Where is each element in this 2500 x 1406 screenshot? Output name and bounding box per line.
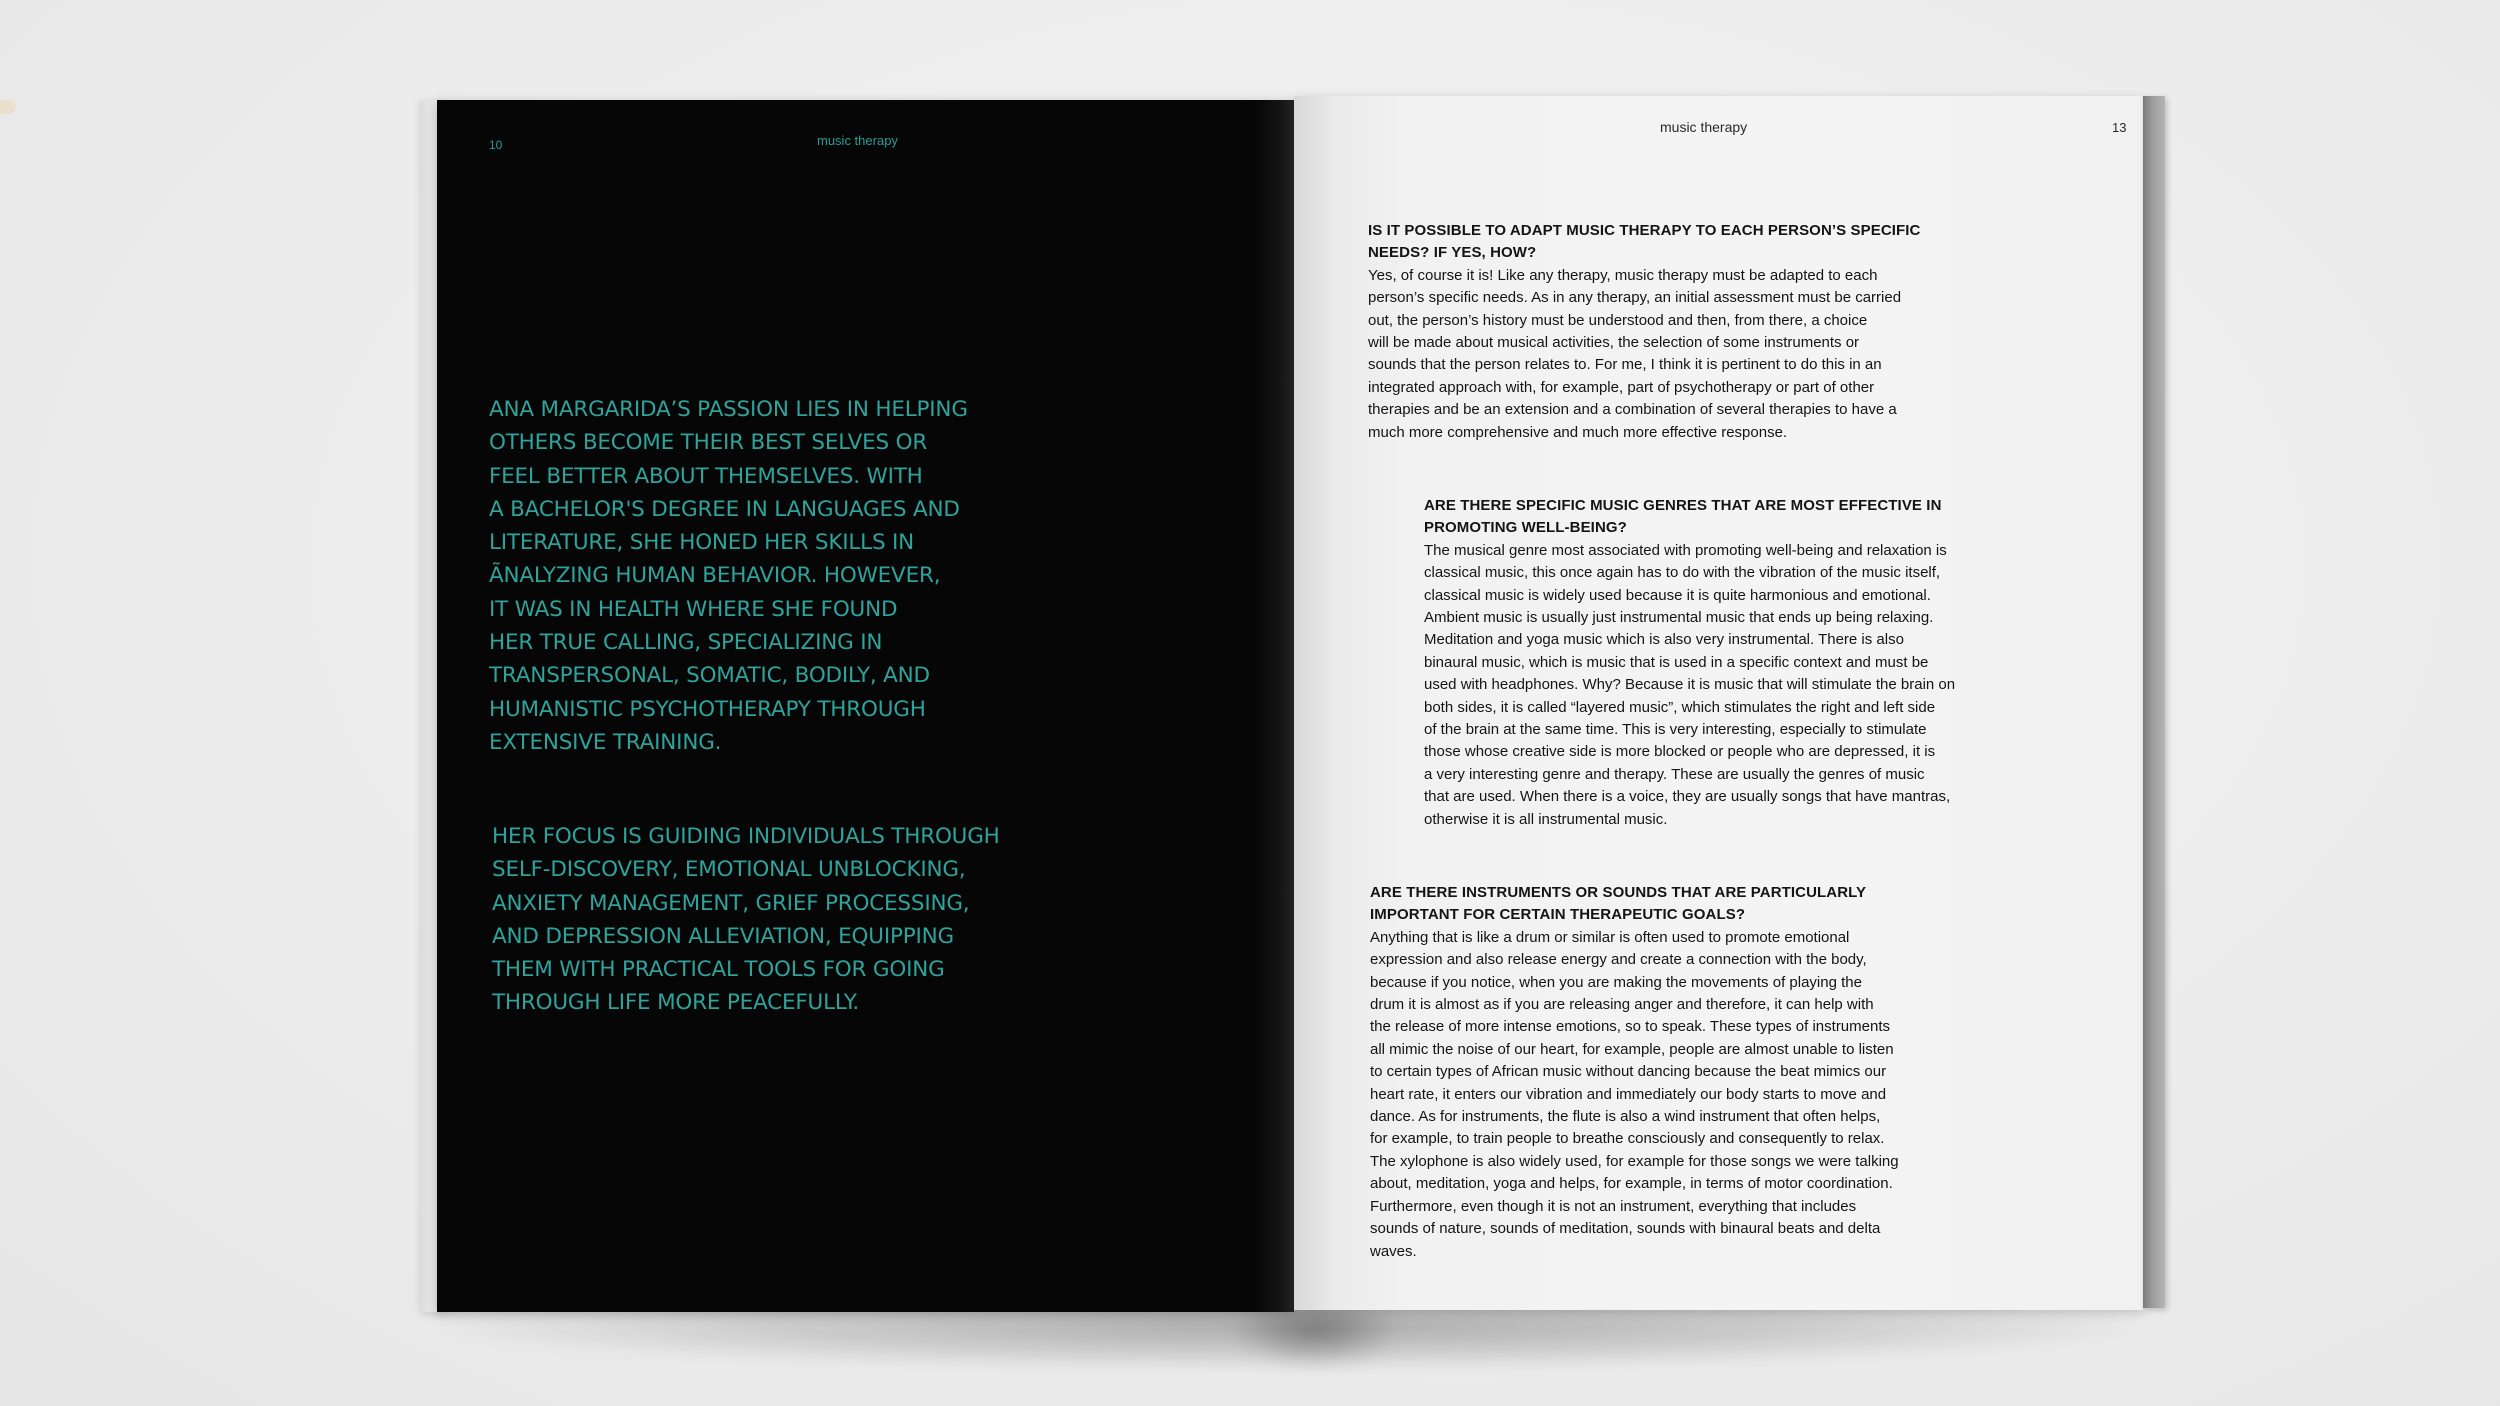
answer-line: that are used. When there is a voice, they are usually songs that have mantras, [1424, 788, 1951, 806]
question-line: PROMOTING WELL-BEING? [1424, 519, 1627, 537]
text-line: HUMANISTIC PSYCHOTHERAPY THROUGH [489, 696, 926, 722]
answer-line: Anything that is like a drum or similar is often used to promote emotional [1370, 928, 1850, 946]
right-page-edge [2143, 96, 2165, 1308]
bio-paragraph-1 [489, 393, 968, 759]
corner-mark [0, 100, 16, 114]
answer-line: much more comprehensive and much more effective response. [1368, 423, 1788, 441]
answer-line: those whose creative side is more blocked or people who are depressed, it is [1424, 743, 1936, 761]
answer-line: because if you notice, when you are making the movements of playing the [1370, 973, 1862, 991]
qa-section-1 [1368, 220, 1921, 444]
left-gutter-shading [1254, 100, 1294, 1312]
answer-line: person’s specific needs. As in any therapy, an initial assessment must be carried [1368, 289, 1902, 307]
text-line: TRANSPERSONAL, SOMATIC, BODILY, AND [489, 663, 930, 689]
left-page [437, 100, 1294, 1312]
answer-line: classical music, this once again has to do with the vibration of the music itself, [1424, 564, 1941, 582]
answer-line: all mimic the noise of our heart, for example, people are almost unable to listen [1370, 1040, 1894, 1058]
answer-line: of the brain at the same time. This is very interesting, especially to stimulate [1424, 721, 1927, 739]
answer-line: a very interesting genre and therapy. These are usually the genres of music [1424, 765, 1925, 783]
answer-line: The musical genre most associated with promoting well-being and relaxation is [1424, 541, 1947, 559]
text-line: HER TRUE CALLING, SPECIALIZING IN [489, 630, 883, 656]
question-line: ARE THERE INSTRUMENTS OR SOUNDS THAT ARE PARTICULARLY [1370, 884, 1867, 901]
answer-line: Ambient music is usually just instrumental music that ends up being relaxing. [1424, 609, 1934, 627]
right-page [1294, 96, 2143, 1310]
answer-line: classical music is widely used because it is quite harmonious and emotional. [1424, 586, 1931, 604]
answer-line: binaural music, which is music that is used in a specific context and must be [1424, 653, 1929, 671]
text-line: IT WAS IN HEALTH WHERE SHE FOUND [489, 596, 898, 622]
answer-line: integrated approach with, for example, part of psychotherapy or part of other [1368, 378, 1875, 396]
answer-line: the release of more intense emotions, so to speak. These types of instruments [1370, 1018, 1890, 1036]
answer-line: Meditation and yoga music which is also very instrumental. There is also [1424, 631, 1904, 649]
text-line: EXTENSIVE TRAINING. [489, 729, 722, 755]
answer-line: therapies and be an extension and a combination of several therapies to have a [1368, 401, 1897, 419]
question-line: IMPORTANT FOR CERTAIN THERAPEUTIC GOALS? [1370, 906, 1746, 924]
answer-line: for example, to train people to breathe consciously and consequently to relax. [1370, 1130, 1885, 1148]
text-line: HER FOCUS IS GUIDING INDIVIDUALS THROUGH [492, 824, 1000, 849]
text-line: A BACHELOR'S DEGREE IN LANGUAGES AND [489, 496, 960, 522]
question-line: IS IT POSSIBLE TO ADAPT MUSIC THERAPY TO EACH PERSON’S SPECIFIC [1368, 222, 1921, 239]
right-running-head: music therapy [1660, 119, 1748, 135]
answer-line: sounds that the person relates to. For me, I think it is pertinent to do this in an [1368, 356, 1882, 374]
answer-line: Furthermore, even though it is not an instrument, everything that includes [1370, 1197, 1857, 1215]
answer-line: otherwise it is all instrumental music. [1424, 810, 1668, 828]
answer-line: dance. As for instruments, the flute is also a wind instrument that often helps, [1370, 1108, 1881, 1126]
qa-section-2 [1424, 495, 1955, 831]
answer-line: drum it is almost as if you are releasing anger and therefore, it can help with [1370, 996, 1874, 1014]
answer-line: expression and also release energy and create a connection with the body, [1370, 951, 1867, 969]
text-line: SELF-DISCOVERY, EMOTIONAL UNBLOCKING, [492, 857, 966, 883]
question-line: NEEDS? IF YES, HOW? [1368, 244, 1537, 262]
text-line: LITERATURE, SHE HONED HER SKILLS IN [489, 530, 915, 556]
answer-line: Yes, of course it is! Like any therapy, music therapy must be adapted to each [1368, 266, 1878, 284]
answer-line: to certain types of African music without dancing because the beat mimics our [1370, 1063, 1887, 1081]
answer-line: will be made about musical activities, the selection of some instruments or [1368, 334, 1860, 352]
answer-line: The xylophone is also widely used, for example for those songs we were talking [1370, 1152, 1899, 1170]
left-page-number: 10 [489, 138, 503, 152]
text-line: THEM WITH PRACTICAL TOOLS FOR GOING [492, 957, 945, 983]
answer-line: both sides, it is called “layered music”, which stimulates the right and left side [1424, 698, 1936, 716]
right-page-number: 13 [2112, 120, 2127, 135]
answer-line: out, the person’s history must be understood and then, from there, a choice [1368, 311, 1868, 329]
answer-line: sounds of nature, sounds of meditation, sounds with binaural beats and delta [1370, 1220, 1881, 1238]
text-line: ANXIETY MANAGEMENT, GRIEF PROCESSING, [492, 890, 970, 916]
answer-line: waves. [1370, 1242, 1417, 1260]
qa-section-3 [1370, 882, 1899, 1263]
text-line: ÃNALYZING HUMAN BEHAVIOR. HOWEVER, [489, 563, 941, 589]
text-line: ANA MARGARIDA’S PASSION LIES IN HELPING [489, 397, 968, 422]
answer-line: about, meditation, yoga and helps, for example, in terms of motor coordination. [1370, 1175, 1893, 1193]
question-line: ARE THERE SPECIFIC MUSIC GENRES THAT ARE MOST EFFECTIVE IN [1424, 497, 1942, 514]
text-line: AND DEPRESSION ALLEVIATION, EQUIPPING [492, 923, 954, 949]
answer-line: heart rate, it enters our vibration and immediately our body starts to move and [1370, 1085, 1887, 1103]
text-line: FEEL BETTER ABOUT THEMSELVES. WITH [489, 463, 923, 489]
answer-line: used with headphones. Why? Because it is music that will stimulate the brain on [1424, 676, 1956, 694]
left-running-head: music therapy [817, 133, 898, 148]
text-line: THROUGH LIFE MORE PEACEFULLY. [492, 990, 859, 1016]
text-line: OTHERS BECOME THEIR BEST SELVES OR [489, 430, 928, 456]
bio-paragraph-2 [492, 820, 1000, 1020]
